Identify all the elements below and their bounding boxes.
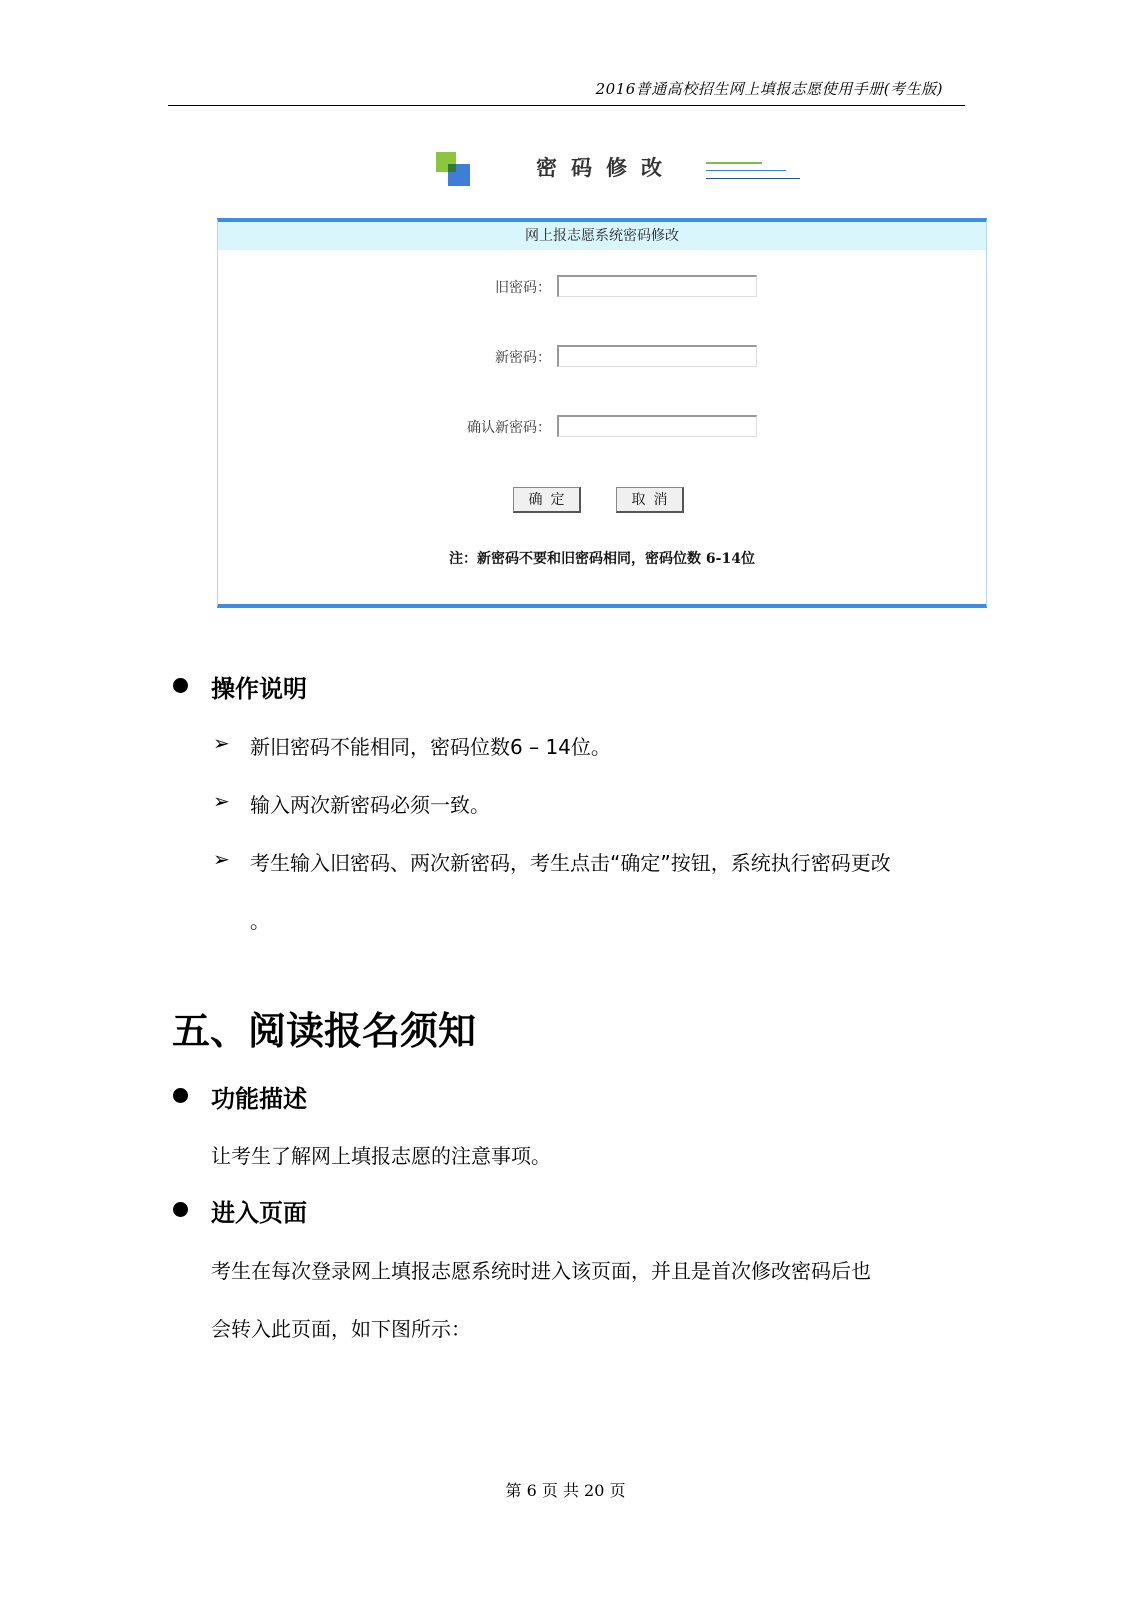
cancel-button[interactable]: 取消 bbox=[616, 487, 684, 513]
confirm-password-input[interactable] bbox=[557, 415, 757, 437]
screenshot-title-row bbox=[436, 148, 806, 198]
confirm-password-label: 确认新密码： bbox=[467, 420, 551, 436]
confirm-button[interactable]: 确定 bbox=[513, 487, 581, 513]
old-password-row bbox=[218, 275, 986, 301]
screenshot-title: 密码修改 bbox=[536, 156, 676, 180]
old-password-input[interactable] bbox=[557, 275, 757, 297]
ops-item-3-trailing: 。 bbox=[250, 909, 270, 933]
ops-item-2: 输入两次新密码必须一致。 bbox=[250, 793, 490, 817]
arrow-icon: ➢ bbox=[213, 847, 230, 871]
function-text: 让考生了解网上填报志愿的注意事项。 bbox=[211, 1144, 551, 1168]
password-change-panel bbox=[217, 218, 987, 608]
running-header: 2016普通高校招生网上填报志愿使用手册(考生版) bbox=[595, 80, 943, 98]
new-password-label: 新密码： bbox=[495, 350, 551, 366]
arrow-icon: ➢ bbox=[213, 789, 230, 813]
section-heading-function: 功能描述 bbox=[211, 1085, 307, 1113]
bullet-icon bbox=[173, 1088, 188, 1103]
new-password-row bbox=[218, 345, 986, 371]
bullet-icon bbox=[173, 678, 188, 693]
new-password-input[interactable] bbox=[557, 345, 757, 367]
section-heading-ops: 操作说明 bbox=[211, 675, 307, 703]
old-password-label: 旧密码： bbox=[495, 280, 551, 296]
ops-item-3: 考生输入旧密码、两次新密码，考生点击“确定”按钮，系统执行密码更改 bbox=[250, 851, 891, 875]
ops-item-1: 新旧密码不能相同，密码位数6 – 14位。 bbox=[250, 735, 611, 759]
enter-text-2: 会转入此页面，如下图所示： bbox=[211, 1317, 471, 1341]
section-heading-enter: 进入页面 bbox=[211, 1199, 307, 1227]
enter-text-1: 考生在每次登录网上填报志愿系统时进入该页面，并且是首次修改密码后也 bbox=[211, 1259, 871, 1283]
panel-title: 网上报志愿系统密码修改 bbox=[218, 222, 986, 250]
bullet-icon bbox=[173, 1202, 188, 1217]
page-footer: 第 6 页 共 20 页 bbox=[505, 1481, 626, 1500]
decorative-lines bbox=[706, 160, 802, 182]
arrow-icon: ➢ bbox=[213, 731, 230, 755]
logo-icon bbox=[436, 152, 476, 188]
confirm-password-row bbox=[218, 415, 986, 441]
password-note: 注：新密码不要和旧密码相同，密码位数 6-14位 bbox=[449, 551, 755, 567]
chapter-title: 五、阅读报名须知 bbox=[172, 1009, 477, 1053]
header-rule bbox=[168, 105, 965, 106]
